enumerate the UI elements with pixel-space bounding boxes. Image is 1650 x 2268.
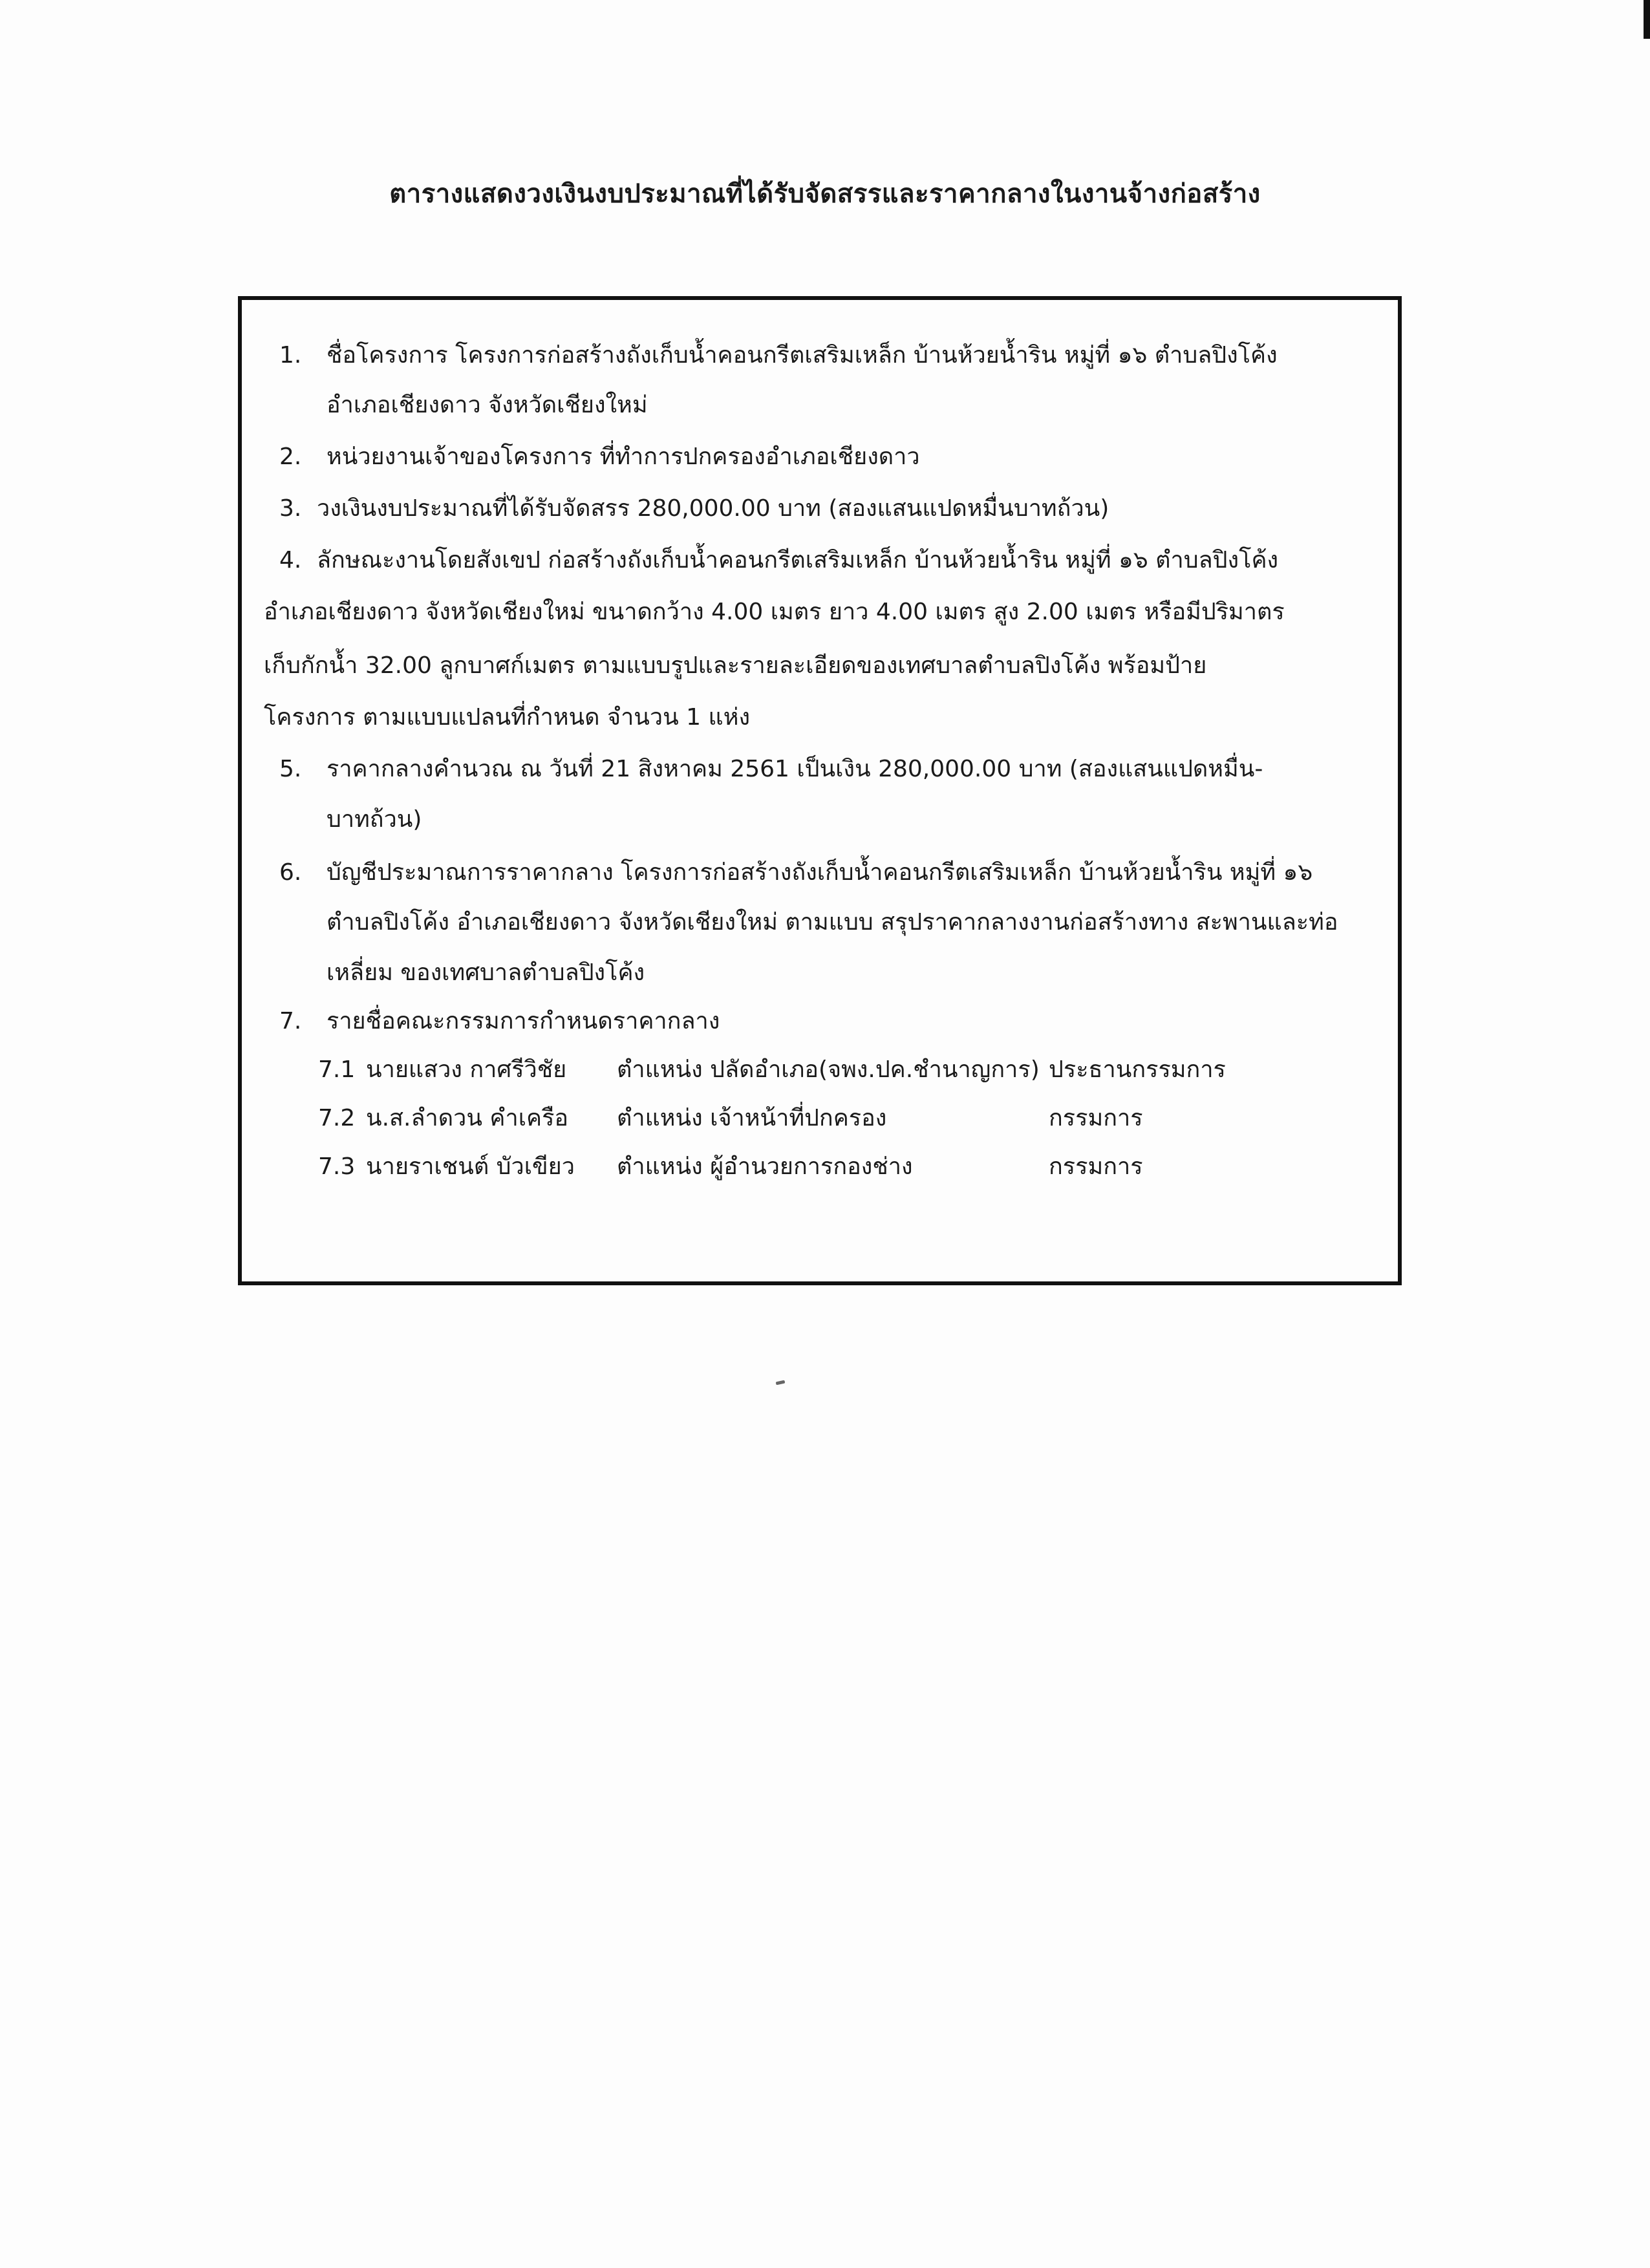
- committee-number: 7.3: [318, 1153, 356, 1180]
- scan-edge-mark: [1644, 0, 1650, 39]
- committee-position: ตำแหน่ง เจ้าหน้าที่ปกครอง: [617, 1105, 887, 1131]
- item-1-number: 1.: [279, 342, 302, 369]
- item-6-line-3: เหลี่ยม ของเทศบาลตำบลปิงโค้ง: [327, 959, 645, 986]
- committee-name: น.ส.ลำดวน คำเครือ: [366, 1105, 569, 1131]
- item-7-line-1: รายชื่อคณะกรรมการกำหนดราคากลาง: [327, 1008, 720, 1034]
- committee-position: ตำแหน่ง ผู้อำนวยการกองช่าง: [617, 1153, 913, 1180]
- item-6-line-1: บัญชีประมาณการราคากลาง โครงการก่อสร้างถังเก็บน้ำคอนกรีตเสริมเหล็ก บ้านห้วยน้ำริน หมู่ที่ ๑๖: [327, 859, 1313, 886]
- item-5-line-1: ราคากลางคำนวณ ณ วันที่ 21 สิงหาคม 2561 เป็นเงิน 280,000.00 บาท (สองแสนแปดหมื่น-: [327, 756, 1263, 782]
- committee-name: นายราเชนต์ บัวเขียว: [366, 1153, 575, 1180]
- document-title: ตารางแสดงวงเงินงบประมาณที่ได้รับจัดสรรและราคากลางในงานจ้างก่อสร้าง: [389, 179, 1261, 209]
- committee-role: ประธานกรรมการ: [1049, 1056, 1226, 1083]
- item-4-line-3: เก็บกักน้ำ 32.00 ลูกบาศก์เมตร ตามแบบรูปและรายละเอียดของเทศบาลตำบลปิงโค้ง พร้อมป้าย: [264, 652, 1207, 679]
- item-2-line-1: หน่วยงานเจ้าของโครงการ ที่ทำการปกครองอำเภอเชียงดาว: [327, 444, 920, 470]
- committee-role: กรรมการ: [1049, 1105, 1143, 1131]
- committee-role: กรรมการ: [1049, 1153, 1143, 1180]
- item-3-line-1: วงเงินงบประมาณที่ได้รับจัดสรร 280,000.00 บาท (สองแสนแปดหมื่นบาทถ้วน): [317, 495, 1109, 522]
- committee-number: 7.1: [318, 1056, 356, 1083]
- committee-position: ตำแหน่ง ปลัดอำเภอ(จพง.ปค.ชำนาญการ): [617, 1056, 1040, 1083]
- scan-speck: [776, 1380, 786, 1385]
- item-6-number: 6.: [279, 859, 302, 886]
- item-6-line-2: ตำบลปิงโค้ง อำเภอเชียงดาว จังหวัดเชียงใหม่ ตามแบบ สรุปราคากลางงานก่อสร้างทาง สะพานและท่อ: [327, 909, 1338, 936]
- committee-name: นายแสวง กาศรีวิชัย: [366, 1056, 567, 1083]
- item-5-number: 5.: [279, 756, 302, 782]
- item-7-number: 7.: [279, 1008, 302, 1034]
- item-4-line-1: ลักษณะงานโดยสังเขป ก่อสร้างถังเก็บน้ำคอนกรีตเสริมเหล็ก บ้านห้วยน้ำริน หมู่ที่ ๑๖ ตำบลปิงโค้ง: [317, 547, 1279, 573]
- item-2-number: 2.: [279, 444, 302, 470]
- item-1-line-1: ชื่อโครงการ โครงการก่อสร้างถังเก็บน้ำคอนกรีตเสริมเหล็ก บ้านห้วยน้ำริน หมู่ที่ ๑๖ ตำบลปิงโค้ง: [327, 342, 1278, 369]
- item-5-line-2: บาทถ้วน): [327, 806, 422, 833]
- item-1-line-2: อำเภอเชียงดาว จังหวัดเชียงใหม่: [327, 392, 648, 418]
- item-4-number: 4.: [279, 547, 302, 573]
- item-4-line-2: อำเภอเชียงดาว จังหวัดเชียงใหม่ ขนาดกว้าง 4.00 เมตร ยาว 4.00 เมตร สูง 2.00 เมตร หรือมีปริมาตร: [264, 599, 1285, 625]
- item-3-number: 3.: [279, 495, 302, 522]
- item-4-line-4: โครงการ ตามแบบแปลนที่กำหนด จำนวน 1 แห่ง: [264, 704, 751, 731]
- committee-number: 7.2: [318, 1105, 356, 1131]
